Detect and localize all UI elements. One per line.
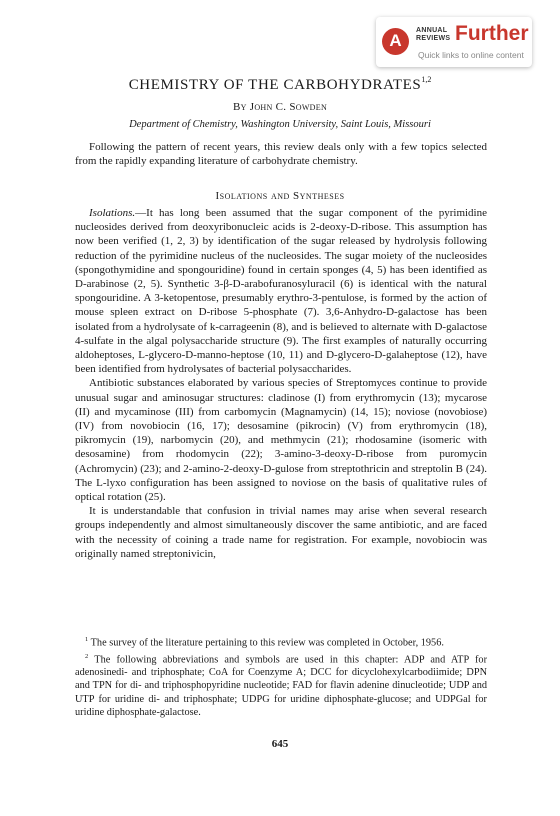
article-title bbox=[0, 77, 560, 94]
footnote-1-mark: 1 bbox=[85, 636, 89, 643]
footnote-2 bbox=[75, 650, 487, 719]
main-text bbox=[75, 206, 487, 561]
quick-links-link[interactable]: Quick links to online content bbox=[418, 50, 524, 60]
section-heading: Isolations and Syntheses bbox=[215, 190, 345, 202]
intro-text: Following the pattern of recent years, this review deals only with a few topics selected from the rapidly expanding literature of carbohydrate chemistry. bbox=[75, 141, 487, 168]
footnote-2-text: The following abbreviations and symbols are used in this chapter: ADP and ATP for adenosinedi- and triphosphate; CoA for Coenzyme A; DCC for dicyclohexylcarbodiimide; DPN and TPN for di- and triphosphopyridine nucleotide; FAD for flavin adenine dinucleotide; UDP and UTP for uridine di- and triphosphate; UDPG for uridine diphosphate-glucose; and UDPGal for uridine diphosphate-galactose. bbox=[75, 654, 488, 718]
paragraph-isolations-body: —It has long been assumed that the sugar component of the pyrimidine nucleosides derived from deoxyribonucleic acids is 2-deoxy-D-ribose. This assumption has now been verified (1, 2, 3) by identification of the sugar released by hydrolysis following reduction of the pyrimidine nucleus of the nucleosides. The sugar moiety of the nucleosides (spongothymidine and spongouridine) found in certain sponges (4, 5) has been identified as D-arabinose (2, 5). Synthetic 3-β-D-arabofuranosyluracil (6) is identical with the natural spongouridine. A 3-ketopentose, presumably erythro-3-pentulose, is formed by the action of mouse spleen extract on D-ribose 5-phosphate (7). 3,6-Anhydro-D-galactose has been isolated from a hydrolysate of k-carrageenin (8), and is believed to alternate with D-galactose 4-sulfate in the algal polysaccharide structure (9). The first examples of naturally occurring aldoheptoses, L-glycero-D-manno-heptose (10, 11) and D-glycero-D-galaheptose (12), have been identified from hydrolysates of bacterial polysaccharides. bbox=[75, 207, 487, 376]
page-number: 645 bbox=[271, 738, 289, 750]
annual-reviews-label: ANNUAL REVIEWS bbox=[416, 27, 451, 42]
footnotes bbox=[75, 633, 487, 719]
footnote-1-text: The survey of the literature pertaining to this review was completed in October, 1956. bbox=[90, 637, 444, 649]
author-line: By John C. Sowden bbox=[232, 101, 328, 113]
paragraph-isolations bbox=[75, 206, 487, 376]
intro-paragraph bbox=[75, 140, 487, 168]
annual-reviews-logo-icon: A bbox=[382, 28, 409, 55]
footnote-1 bbox=[75, 633, 487, 650]
annual-reviews-further-badge[interactable] bbox=[376, 17, 532, 67]
paragraph-antibiotics: Antibiotic substances elaborated by various species of Streptomyces continue to provide unusual sugar and aminosugar structures: cladinose (I) from erythromycin (13); mycarose (II) and mycaminose (III) from carbomycin (Magnamycin) (14, 15); noviose (novobiose) (IV) from novobiocin (16, 17); desosamine (pikrocin) (V) from erythromycin (18), pikromycin (19), narbomycin (20), and methmycin (21); rhodosamine (isomeric with desosamine) from rhodomycin (22); 3-amino-3-deoxy-D-ribose from puromycin (Achromycin) (23); and 2-amino-2-deoxy-D-gulose from streptothricin and streptolin B (24). The L-lyxo configuration has been assigned to noviose on the basis of qualitative rules of optical rotation (25). bbox=[75, 377, 487, 504]
further-label: Further bbox=[455, 22, 529, 45]
title-text: CHEMISTRY OF THE CARBOHYDRATES bbox=[128, 77, 422, 93]
affiliation-line: Department of Chemistry, Washington University, Saint Louis, Missouri bbox=[129, 119, 431, 130]
title-footnote-marks[interactable]: 1,2 bbox=[421, 75, 432, 84]
paragraph-naming: It is understandable that confusion in trivial names may arise when several research groups independently and almost simultaneously discover the same antibiotic, and are faced with the necessity of coining a trade name for registration. For example, novobiocin was originally named streptonivicin, bbox=[75, 505, 487, 560]
footnote-2-mark: 2 bbox=[85, 652, 89, 660]
paragraph-lead-heading: Isolations. bbox=[89, 207, 136, 219]
